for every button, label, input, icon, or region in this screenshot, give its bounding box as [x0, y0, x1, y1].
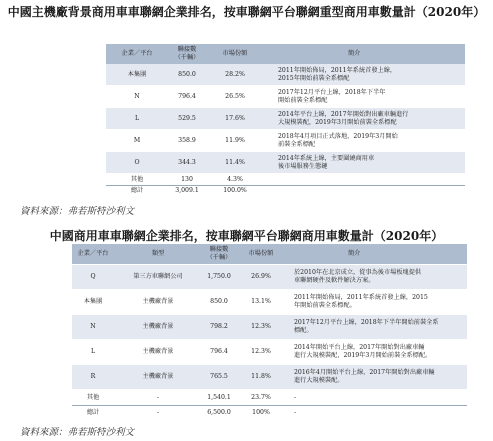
table2-total-rule: [72, 405, 467, 406]
table-row: N 主機廠背景 798.2 12.3% 2017年12月平台上線，2018年下半年開始前裝全系 標配。: [72, 315, 467, 339]
table1-header-row: [106, 44, 465, 64]
table-row: N 796.4 26.5% 2017年12月平台上線，2018年下半年 開始前裝全系標配: [134, 88, 386, 104]
table-row: R 主機廠背景 765.5 11.8% 2016年4月開始平台上線，2017年開始對出廠車輛 進行大規模裝配。: [72, 365, 467, 389]
t1-header-intro: 簡介: [348, 50, 361, 58]
table-row: Q 第三方車聯網公司 1,750.0 26.9% 於2010年在北京成立，從事為後市場板塊提供 車聯網硬件及軟件解決方案。: [72, 265, 467, 289]
t1-header-count: 聯接數 （千輛）: [174, 46, 200, 61]
table2-title: 中國商用車車聯網企業排名，按車聯網平台聯網商用車數量計（2020年）: [49, 229, 444, 243]
table-row: O 344.3 11.4% 2014年系統上線，主要圍繞商用車 後市場服務生態鏈: [106, 152, 465, 173]
table1-source: 資料來源：弗若斯特沙利文: [20, 206, 135, 217]
table2: [72, 244, 467, 420]
table2-source: 資料來源：弗若斯特沙利文: [20, 427, 135, 438]
table2-total-row: 總計 - 6,500.0 100% -: [86, 409, 297, 417]
t2-header-intro: 簡介: [348, 250, 361, 258]
table-row: 其他 130 4.3%: [130, 176, 243, 184]
table1: [106, 44, 465, 196]
table-row: 其他 - 1,540.1 23.7% -: [86, 394, 297, 402]
table2-header-row: [72, 244, 467, 264]
table1-title: 中國主機廠背景商用車車聯網企業排名，按車聯網平台聯網重型商用車數量計（2020年）: [7, 5, 486, 19]
t1-header-company: 企業／平台: [121, 50, 153, 58]
table-row: L 主機廠背景 796.4 12.3% 2014年開始平台上線，2017年開始對出廠車輛 進行大規模裝配，2019年3月開始前裝全系標配。: [90, 344, 432, 359]
t2-header-share: 市場份額: [248, 250, 274, 258]
table-row: M 358.9 11.9% 2018年4月項目正式落地，2019年3月開始 前裝全系標配: [133, 132, 398, 148]
table1-total-row: 總計 3,009.1 100.0%: [130, 187, 247, 195]
table-row: L 529.5 17.6% 2014年平台上線，2017年開始對出廠車輛進行 大規模裝配，2019年3月開始前裝全系標配: [106, 108, 465, 129]
t1-header-share: 市場份額: [222, 50, 248, 58]
t2-header-type: 類型: [151, 250, 165, 258]
table-row: 本集團 850.0 28.2% 2011年開始佈局，2011年系統首發上線， 2015年開始前裝全系標配: [106, 64, 465, 85]
table-row: 本集團 主機廠背景 850.0 13.1% 2011年開始佈局，2011年系統首發上線，2015 年開始前裝全系標配。: [83, 294, 428, 309]
t2-header-company: 企業／平台: [77, 250, 109, 258]
t2-header-count: 聯接數 （千輛）: [206, 246, 232, 261]
